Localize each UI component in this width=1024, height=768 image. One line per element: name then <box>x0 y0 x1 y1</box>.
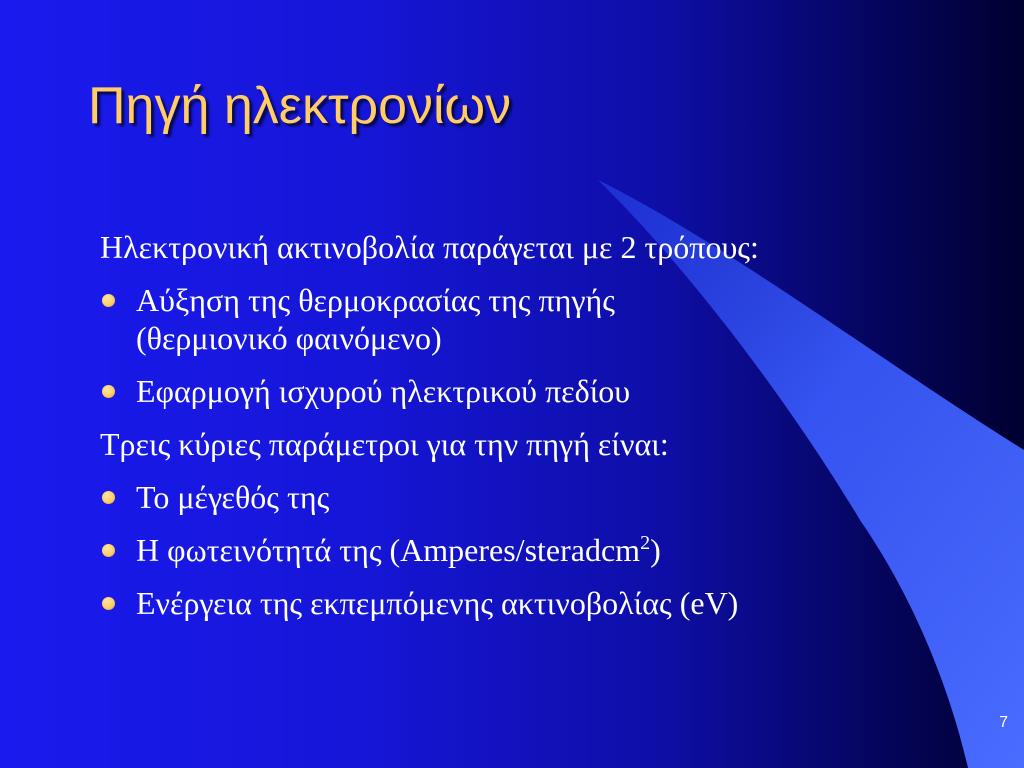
list-item-text: Η φωτεινότητά της (Amperes/steradcm <box>136 532 641 568</box>
intro-line-parameters: Τρεις κύριες παράμετροι για την πηγή είναι: <box>100 426 669 462</box>
superscript: 2 <box>640 532 651 554</box>
page-number: 7 <box>999 714 1008 731</box>
slide-title: Πηγή ηλεκτρονίων <box>88 77 512 135</box>
list-item-text-end: ) <box>650 532 661 568</box>
round-bullet-icon <box>102 385 115 398</box>
list-item-size <box>100 478 980 516</box>
list-item-brightness <box>100 531 980 569</box>
round-bullet-icon <box>102 597 115 610</box>
round-bullet-icon <box>102 491 115 504</box>
round-bullet-icon <box>102 294 115 307</box>
list-item-text: Εφαρμογή ισχυρού ηλεκτρικού πεδίου <box>136 373 631 409</box>
list-item-text: Το μέγεθός της <box>136 479 330 515</box>
list-item-field <box>100 372 980 410</box>
intro-line-methods: Ηλεκτρονική ακτινοβολία παράγεται με 2 τρόπους: <box>100 229 759 265</box>
list-item-text: Ενέργεια της εκπεμπόμενης ακτινοβολίας (eV) <box>136 585 739 621</box>
list-item-energy <box>100 584 980 622</box>
list-item-text-cont: (θερμιονικό φαινόμενο) <box>136 320 442 356</box>
round-bullet-icon <box>102 544 115 557</box>
slide-body <box>100 228 980 637</box>
list-item-thermal <box>100 281 980 357</box>
list-item-text: Αύξηση της θερμοκρασίας της πηγής <box>136 282 615 318</box>
